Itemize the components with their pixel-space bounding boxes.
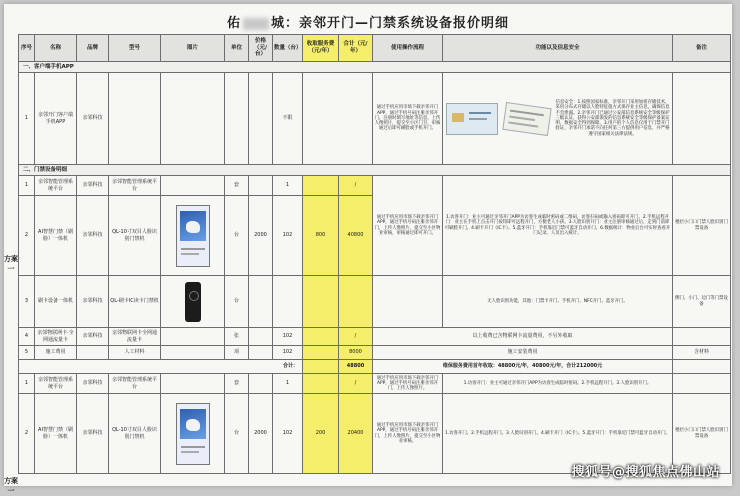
cell-image (161, 346, 225, 360)
cell-image (161, 374, 225, 394)
cell-workflow: 通过手机应用市场下载亲邻开门APP，通过手机号码注册亲邻开门，上传人像照片，提交至小区物业审核。 (373, 394, 443, 474)
cell-features: 施工安装费用 (373, 346, 673, 360)
plan-label-2: 方案一 (4, 477, 18, 495)
cell-service-fee: 200 (303, 394, 339, 474)
header-model: 型号 (109, 35, 161, 62)
cell-total: 8000 (339, 346, 373, 360)
face-terminal-image (176, 403, 210, 465)
cell-service-fee (303, 276, 339, 328)
header-total: 合计（元/年） (339, 35, 373, 62)
section-label: 一、客户端手机APP (19, 62, 731, 73)
title-text: 城：亲邻开门—门禁系统设备报价明细 (271, 16, 510, 31)
table-row (19, 346, 731, 360)
cell-workflow (373, 276, 443, 328)
cell-service-fee: 800 (303, 196, 339, 276)
cell-brand: 亲邻科技 (77, 394, 109, 474)
cell-model: QL-刷卡IC读卡门禁机 (109, 276, 161, 328)
section-row-app (19, 62, 731, 73)
cell-brand: 亲邻科技 (77, 73, 109, 165)
cell-workflow: 通过手机应用市场下载亲邻开门APP，通过手机号码注册亲邻开门，上传人像照片，提交至小区物业审核，审核通过即可开门。 (373, 176, 443, 276)
cell-image (161, 394, 225, 474)
cell-brand: 亲邻科技 (77, 196, 109, 276)
header-seq: 序号 (19, 35, 35, 62)
cell-seq: 5 (19, 346, 35, 360)
cell-qty: 102 (273, 196, 303, 276)
cell-unit: 套 (225, 176, 249, 196)
cell-features: 1.访客开门。2.手机远程开门。3.人脸识别开门。4.刷卡开门（IC卡）。5.蓝牙开门：手机靠近门禁可蓝牙自动开门。 (443, 394, 673, 474)
cell-model: 亲邻智能管理系统平台 (109, 374, 161, 394)
redacted-mark (243, 18, 269, 30)
cell-qty: 102 (273, 328, 303, 346)
cell-service-fee (303, 176, 339, 196)
cell-remarks (673, 73, 731, 165)
certificate-document-image (502, 101, 551, 135)
cell-service-fee (303, 328, 339, 346)
cell-remarks (673, 328, 731, 346)
header-qty: 数量（台） (273, 35, 303, 62)
header-unit: 单位 (225, 35, 249, 62)
cell-unit: 套 (225, 374, 249, 394)
cell-name: 施工费用 (35, 346, 77, 360)
cell-name: 亲邻智能管理系统平台 (35, 176, 77, 196)
cell-features: 1.访客开门：业主可通过亲邻开门APP为访客生成临时密码或二维码，访客扫码或输入密码即可开门。2.手机远程开门：业主在手机上点击开门按钮即可远程开门，方便老人小孩。3.人脸识别开门：业主注册审核通过后，走到门前即可刷脸开门。4.刷卡开门（IC卡）。5.蓝牙开门：手机靠近门禁可蓝牙自动开门。6.数据统计：物业后台可实时查看开门记录、人员出入统计。 (443, 176, 673, 276)
cell-remarks: 楼层小门口门禁人脸识别门禁设备 (673, 176, 731, 276)
cell-total (339, 276, 373, 328)
cell-features: 无人脸识别功能，其他：门禁卡开门、手机开门、NFC开门、蓝牙开门。 (443, 276, 673, 328)
cell-image (161, 176, 225, 196)
cell-unit: 台 (225, 394, 249, 474)
cell-unit: 项 (225, 346, 249, 360)
face-terminal-image (176, 205, 210, 267)
cell-price (249, 346, 273, 360)
cell-model: QL-10寸双目人脸识别门禁机 (109, 394, 161, 474)
cell-service-fee (303, 346, 339, 360)
cell-unit (225, 73, 249, 165)
header-service-fee: 收取服务费（元/年） (303, 35, 339, 62)
summary-total: 48800 (339, 360, 373, 374)
summary-row (19, 360, 731, 374)
cell-price (249, 328, 273, 346)
header-workflow: 使用操作流程 (373, 35, 443, 62)
cell-brand: 亲邻科技 (77, 176, 109, 196)
quote-sheet (4, 4, 732, 495)
cell-qty: 1 (273, 374, 303, 394)
cell-brand: 亲邻科技 (77, 328, 109, 346)
summary-remarks (673, 360, 731, 374)
title-prefix: 佑 (226, 16, 241, 31)
cell-qty (273, 276, 303, 328)
section-label: 二、门禁设备明细 (19, 165, 731, 176)
cell-total: / (339, 328, 373, 346)
cell-total: 40800 (339, 196, 373, 276)
cell-features (443, 73, 673, 165)
cell-brand: 亲邻科技 (77, 276, 109, 328)
cell-name: 亲邻智能管理系统平台 (35, 374, 77, 394)
cell-seq: 1 (19, 374, 35, 394)
table-row (19, 374, 731, 394)
cell-model: 人工材料 (109, 346, 161, 360)
cell-name: AI智慧门禁（刷脸）一体机 (35, 196, 77, 276)
cell-image (161, 73, 225, 165)
cell-seq: 4 (19, 328, 35, 346)
features-text: 信息安全：1.按照国家标准，亲邻开门采用加密存储技术，采用分布式存储以人脸特征值方式保存业主信息，确保信息不会泄露。2.亲邻开门已通过公安部信息系统安全等级保护三级认证，获得公安部颁发的信息系统安全等级保护备案证明，数据安全得到保障。3.用户的个人信息仅用于门禁开门验证，亲邻开门承诺不向任何第三方提供用户信息，并严格遵守国家相关法律法规。 (555, 100, 670, 137)
cell-model: 亲邻智能管理系统平台 (109, 176, 161, 196)
cell-seq: 2 (19, 394, 35, 474)
cell-unit: 台 (225, 196, 249, 276)
cell-seq: 1 (19, 73, 35, 165)
cell-price (249, 73, 273, 165)
cell-remarks: 侧门、小门、边门等门禁设备 (673, 276, 731, 328)
cell-brand (77, 346, 109, 360)
cell-qty: 102 (273, 394, 303, 474)
cell-model (109, 73, 161, 165)
cell-image (161, 328, 225, 346)
summary-fee (303, 360, 339, 374)
section-row-door (19, 165, 731, 176)
table-row (19, 73, 731, 165)
cell-name: 刷卡设备一体机 (35, 276, 77, 328)
cell-total: / (339, 176, 373, 196)
cell-workflow: 通过手机应用市场下载亲邻开门APP，通过手机号码注册亲邻开门，上传人像照片。 (373, 374, 443, 394)
cell-brand: 亲邻科技 (77, 374, 109, 394)
cell-price (249, 374, 273, 394)
summary-note: 维保服务费用首年收取：48800元/年，40800元/年，合计212000元 (373, 360, 673, 374)
cell-name: 亲邻物联网卡·全网通流量卡 (35, 328, 77, 346)
cell-fee-total (303, 73, 373, 165)
cell-total: / (339, 374, 373, 394)
summary-label: 合计： (19, 360, 303, 374)
cell-features: 以上收费已含物联网卡流量费用，不另外收取 (373, 328, 673, 346)
header-price: 价格（元/台） (249, 35, 273, 62)
header-row (19, 35, 731, 62)
cell-image (161, 276, 225, 328)
header-features: 功能以及信息安全 (443, 35, 673, 62)
certificate-card-image (446, 103, 498, 135)
cell-qty: 1 (273, 176, 303, 196)
table-row (19, 276, 731, 328)
cell-price: 2000 (249, 196, 273, 276)
cell-model: 亲邻物联网卡全网通流量卡 (109, 328, 161, 346)
cell-unit: 台 (225, 276, 249, 328)
cell-remarks: 楼层小门口门禁人脸识别门禁设备 (673, 394, 731, 474)
cell-name: AI智慧门禁（刷脸）一体机 (35, 394, 77, 474)
table-row (19, 176, 731, 196)
cell-price (249, 276, 273, 328)
cell-workflow: 通过手机应用市场下载亲邻开门APP，通过手机号码注册亲邻开门，注册时填写地址等信息，上传人像照片，提交至小区门卫，审核通过后即可刷脸或手机开门。 (373, 73, 443, 165)
cell-qty: 不限 (273, 73, 303, 165)
cell-seq: 1 (19, 176, 35, 196)
card-reader-image (185, 282, 201, 322)
header-name: 名称 (35, 35, 77, 62)
cell-price (249, 176, 273, 196)
cell-qty: 102 (273, 346, 303, 360)
header-remarks: 备注 (673, 35, 731, 62)
table-row (19, 328, 731, 346)
cell-model: QL-10寸双目人脸识别门禁机 (109, 196, 161, 276)
cell-seq: 2 (19, 196, 35, 276)
header-image: 图片 (161, 35, 225, 62)
cell-unit: 张 (225, 328, 249, 346)
watermark: 搜狐号@搜狐焦点佛山站 (571, 465, 720, 480)
header-brand: 品牌 (77, 35, 109, 62)
cell-seq: 3 (19, 276, 35, 328)
cell-service-fee (303, 374, 339, 394)
cell-name: 亲邻开门客户端手机APP (35, 73, 77, 165)
cell-remarks (673, 374, 731, 394)
cell-price: 2000 (249, 394, 273, 474)
cell-image (161, 196, 225, 276)
cell-remarks: 含材料 (673, 346, 731, 360)
cell-features: 1.访客开门：业主可通过亲邻开门APP为访客生成临时密码。2.手机远程开门。3.人脸识别开门。 (443, 374, 673, 394)
document-title (4, 12, 732, 31)
cell-total: 20400 (339, 394, 373, 474)
plan-label: 方案一 (4, 255, 18, 273)
quote-table (18, 34, 731, 474)
